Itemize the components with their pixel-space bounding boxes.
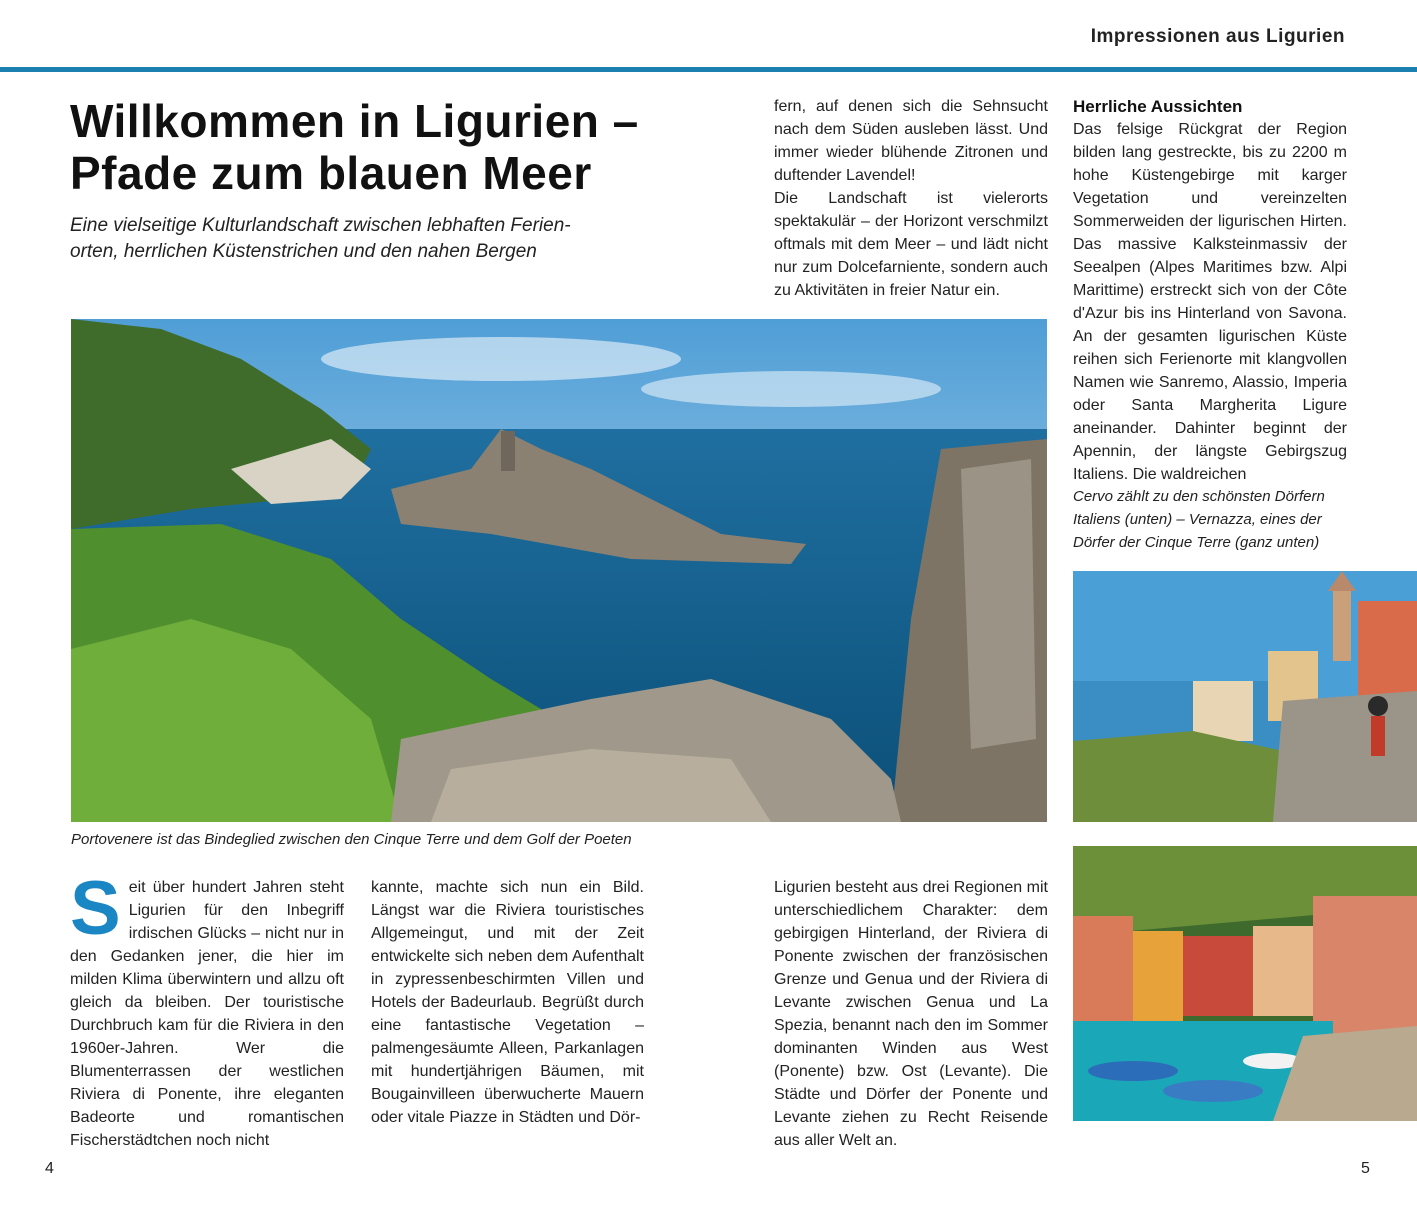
page-subtitle: [70, 213, 590, 265]
cervo-photo: [1073, 571, 1417, 822]
text-column-bottom-3: [774, 876, 1048, 1152]
sidebar-photo-caption: Cervo zählt zu den schönsten Dörfern Italiens (unten) – Vernazza, eines der Dörfer der Cinque Terre (ganz unten): [1073, 488, 1325, 551]
bottom-column-3-text: Ligurien besteht aus drei Regionen mit unterschiedlichem Charakter: dem gebirgigen Hinterland, der Riviera di Ponente zwischen der französischen Grenze und Genua und der Riviera di Levante zwischen Genua und La Spezia, benannt nach den im Sommer dominanten Winden aus West (Ponente) bzw. Ost (Levante). Die Städte und Dörfer der Ponente und Levante ziehen zu Recht Reisende aus aller Welt an.: [774, 879, 1048, 1149]
headline-line-1: Willkommen in Ligurien –: [70, 95, 639, 147]
bottom-column-1-text: eit über hundert Jahren steht Ligurien für den Inbegriff irdischen Glücks – nicht nur in den Gedanken jener, die hier im milden Klima überwintern und allzu oft gleich da bleiben. Der touristische Durchbruch kam für die Riviera in den 1960er-Jahren. Wer die Blumenterrassen der westlichen Riviera di Ponente, ihre eleganten Badeorte und romantischen Fischerstädtchen noch nicht: [70, 879, 344, 1149]
text-column-top: [774, 95, 1048, 302]
sidebar-column: [1073, 95, 1347, 486]
page-number-right: 5: [1361, 1160, 1370, 1177]
sidebar-text: Das felsige Rückgrat der Region bilden lang gestreckte, bis zu 2200 m hohe Küstengebirge mit karger Vegetation und vereinzelten Sommerweiden der ligurischen Hirten. Das massive Kalksteinmassiv der Seealpen (Alpes Maritimes bzw. Alpi Marittime) erstreckt sich von der Côte d'Azur bis ins Hinterland von Savona. An der gesamten ligurischen Küste reihen sich Ferienorte mit klangvollen Namen wie Sanremo, Alassio, Imperia oder Santa Margherita Ligure aneinander. Dahinter beginnt der Apennin, der längste Gebirgszug Italiens. Die waldreichen: [1073, 121, 1347, 483]
headline-line-2: Pfade zum blauen Meer: [70, 147, 592, 199]
page-number-left: 4: [45, 1160, 54, 1177]
subtitle-line-2: orten, herrlichen Küstenstrichen und den nahen Bergen: [70, 241, 537, 262]
vernazza-photo: [1073, 846, 1417, 1121]
bottom-column-2-text: kannte, machte sich nun ein Bild. Längst war die Riviera touristisches Allgemeingut, und mit der Zeit entwickelte sich neben dem Aufenthalt in zypressenbeschirmten Villen und Hotels der Badeurlaub. Begrüßt durch eine fantastische Vegetation – palmengesäumte Alleen, Parkanlagen mit hundertjährigen Bäumen, mit Bougainvilleen überwucherte Mauern oder vitale Piazze in Städten und Dör-: [371, 879, 644, 1126]
top-paragraph-1: fern, auf denen sich die Sehnsucht nach dem Süden ausleben lässt. Und immer wieder blühende Zitronen und duftender Lavendel!: [774, 98, 1048, 184]
header-rule: [0, 67, 1417, 72]
text-column-bottom-1: [70, 866, 344, 1152]
main-photo-caption: Portovenere ist das Bindeglied zwischen den Cinque Terre und dem Golf der Poeten: [71, 831, 632, 848]
dropcap-letter: S: [70, 866, 121, 951]
subtitle-line-1: Eine vielseitige Kulturlandschaft zwischen lebhaften Ferien-: [70, 215, 571, 236]
sidebar-heading: Herrliche Aussichten: [1073, 97, 1243, 116]
page-headline: [70, 95, 730, 199]
section-title: Impressionen aus Ligurien: [1090, 26, 1345, 47]
text-column-bottom-2: [371, 876, 644, 1129]
portovenere-photo: [71, 319, 1047, 822]
top-paragraph-2: Die Landschaft ist vielerorts spektakulär – der Horizont verschmilzt oftmals mit dem Meer – und lädt nicht nur zum Dolcefarniente, sondern auch zu Aktivitäten in freier Natur ein.: [774, 190, 1048, 299]
